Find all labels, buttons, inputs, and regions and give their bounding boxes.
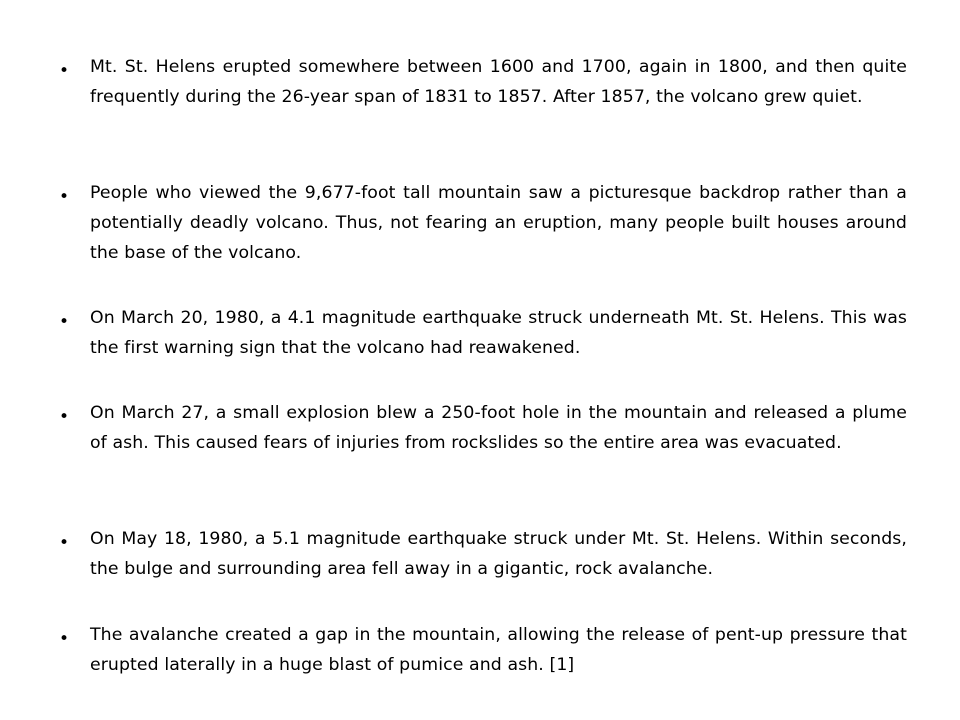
bullet-dot: • [59,407,70,427]
bullet-dot: • [59,61,70,81]
bullet-text-1: Mt. St. Helens erupted somewhere between 1600 and 1700, again in 1800, and then quite frequently during the 26-year span of 1831 to 1857. After 1857, the volcano grew quiet. [90,57,907,107]
bullet-dot: • [59,533,70,553]
bullet-text-2: People who viewed the 9,677-foot tall mountain saw a picturesque backdrop rather than a potentially deadly volcano. Thus, not fearing an eruption, many people built houses around the base of the volcano. [90,183,907,263]
bullet-dot: • [59,187,70,207]
bullet-text-4: On March 27, a small explosion blew a 250-foot hole in the mountain and released a plume of ash. This caused fears of injuries from rockslides so the entire area was evacuated. [90,403,907,453]
bullet-text-5: On May 18, 1980, a 5.1 magnitude earthquake struck under Mt. St. Helens. Within seconds, the bulge and surrounding area fell away in a gigantic, rock avalanche. [90,529,907,579]
bullet-text-3: On March 20, 1980, a 4.1 magnitude earthquake struck underneath Mt. St. Helens. This was the first warning sign that the volcano had reawakened. [90,308,907,358]
bullet-dot: • [59,312,70,332]
bullet-text-6: The avalanche created a gap in the mountain, allowing the release of pent-up pressure that erupted laterally in a huge blast of pumice and ash. [1] [90,625,907,675]
bullet-dot: • [59,629,70,649]
